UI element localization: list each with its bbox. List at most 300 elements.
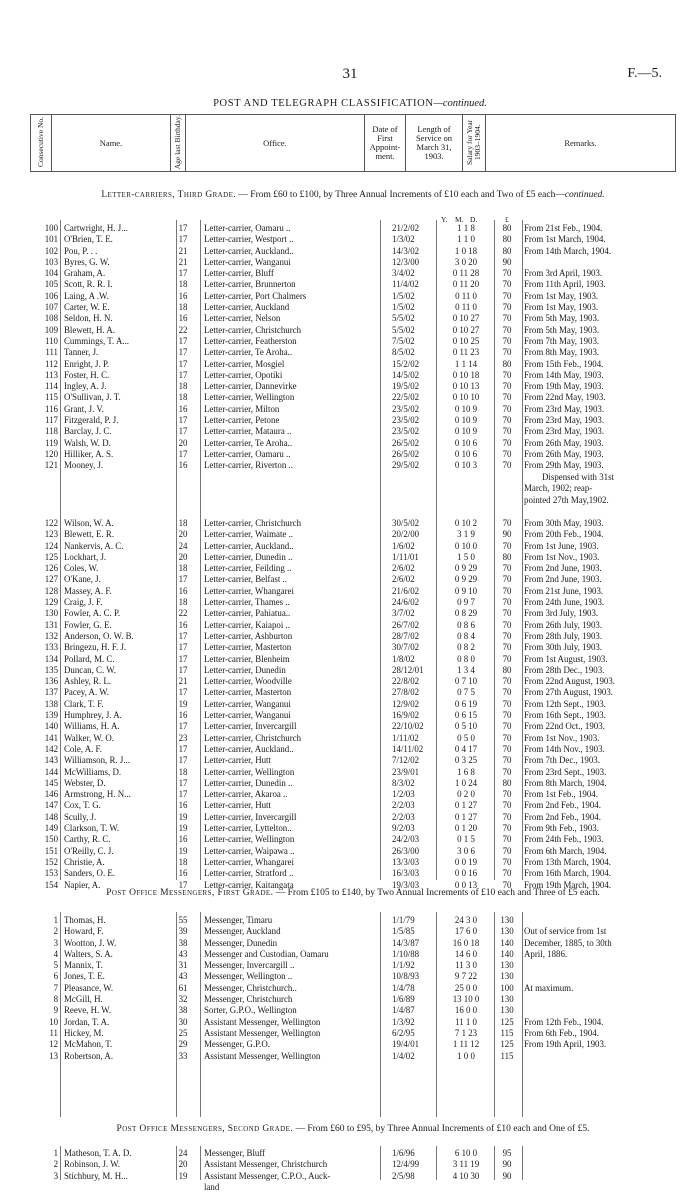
salary: 80 <box>502 234 512 245</box>
appointment-date: 14/11/02 <box>392 743 424 754</box>
service-length: 3 11 19 <box>452 1159 480 1170</box>
age: 16 <box>178 619 188 630</box>
unit-months: M. <box>455 215 464 224</box>
table-row <box>30 834 676 845</box>
note-line: pointed 27th May,1902. <box>524 494 609 505</box>
remarks: From 2nd Feb., 1904. <box>524 800 601 811</box>
salary: 115 <box>500 1027 514 1038</box>
appointment-date: 11/4/02 <box>392 279 419 290</box>
table-row <box>30 586 676 597</box>
appointment-date: 19/3/03 <box>392 879 420 890</box>
age: 25 <box>178 1027 188 1038</box>
office: Letter-carrier, Riverton .. <box>204 460 293 471</box>
service-length: 1 0 0 <box>457 1050 475 1061</box>
age: 38 <box>178 937 188 948</box>
appointment-date: 22/5/02 <box>392 392 420 403</box>
consecutive-no: 103 <box>44 256 58 267</box>
table-row <box>30 1005 676 1016</box>
remarks: From 16th Sept., 1903. <box>524 710 606 721</box>
age: 19 <box>178 1170 188 1181</box>
appointment-date: 2/2/03 <box>392 811 415 822</box>
note-line: March, 1902; reap- <box>524 483 593 494</box>
salary: 80 <box>502 245 512 256</box>
appointment-date: 16/9/02 <box>392 710 420 721</box>
name: O'Brien, T. E. <box>64 234 113 245</box>
name: Cartwright, H. J... <box>64 223 128 233</box>
table-row <box>30 574 676 585</box>
salary: 95 <box>502 1148 512 1158</box>
office: Letter-carrier, Ashburton <box>204 630 293 641</box>
table-row <box>30 336 676 347</box>
consecutive-no: 145 <box>44 777 58 788</box>
age: 30 <box>178 1016 188 1027</box>
age: 16 <box>178 710 188 721</box>
age: 17 <box>178 574 188 585</box>
age: 17 <box>178 347 188 358</box>
service-length: 0 11 23 <box>452 347 480 358</box>
name: McMahon, T. <box>64 1039 113 1050</box>
salary: 70 <box>502 879 512 890</box>
service-length: 0 4 17 <box>454 743 478 754</box>
table-row <box>30 699 676 710</box>
name: Matheson, T. A. D. <box>64 1148 132 1158</box>
consecutive-no: 132 <box>44 630 58 641</box>
appointment-date: 5/5/02 <box>392 313 415 324</box>
appointment-date: 23/5/02 <box>392 403 420 414</box>
remarks: From 19th May, 1903. <box>524 381 604 392</box>
office: Messenger, Bluff <box>204 1148 266 1158</box>
appointment-date: 22/10/02 <box>392 721 424 732</box>
name: Byres, G. W. <box>64 256 110 267</box>
name: Foster, H. C. <box>64 369 110 380</box>
office: Letter-carrier, Te Aroha.. <box>204 347 293 358</box>
service-length: 13 10 0 <box>452 994 480 1005</box>
consecutive-no: 139 <box>44 710 58 721</box>
table-row <box>30 721 676 732</box>
remarks: From 28th Dec., 1903. <box>524 664 605 675</box>
table-row <box>30 268 676 279</box>
consecutive-no: 10 <box>49 1016 58 1027</box>
salary: 70 <box>502 619 512 630</box>
remarks: From 8th March, 1904. <box>524 777 607 788</box>
consecutive-no: 5 <box>53 960 58 971</box>
consecutive-no: 140 <box>44 721 58 732</box>
age: 19 <box>178 845 188 856</box>
appointment-date: 30/5/02 <box>392 518 420 528</box>
appointment-date: 3/4/02 <box>392 268 415 279</box>
name: McGill, H. <box>64 994 103 1005</box>
remarks: From 29th May, 1903. <box>524 460 604 471</box>
service-length: 0 1 5 <box>457 834 475 845</box>
consecutive-no: 6 <box>53 971 58 982</box>
table-row <box>30 1171 676 1182</box>
consecutive-no: 2 <box>53 1159 58 1170</box>
consecutive-no: 104 <box>44 268 58 279</box>
consecutive-no: 9 <box>53 1005 58 1016</box>
name: Barclay, J. C. <box>64 426 112 437</box>
appointment-date: 1/8/02 <box>392 653 415 664</box>
salary: 70 <box>502 540 512 551</box>
service-length: 0 11 20 <box>452 279 480 290</box>
column-rule <box>176 220 177 880</box>
remarks: December, 1885, to 30th <box>524 937 612 948</box>
table-row <box>30 800 676 811</box>
appointment-date: 23/5/02 <box>392 415 420 426</box>
table-row <box>30 246 676 257</box>
office: Letter-carrier, Belfast .. <box>204 574 287 585</box>
page-reference: F.—5. <box>627 66 662 81</box>
salary: 70 <box>502 710 512 721</box>
table-row <box>30 359 676 370</box>
age: 18 <box>178 518 188 528</box>
table-row <box>30 541 676 552</box>
table-row <box>30 710 676 721</box>
table-row <box>30 392 676 403</box>
age: 39 <box>178 926 188 937</box>
name: Sanders, O. E. <box>64 868 116 879</box>
appointment-date: 1/5/02 <box>392 290 415 301</box>
name: Duncan, C. W. <box>64 664 117 675</box>
consecutive-no: 150 <box>44 834 58 845</box>
table-row <box>30 552 676 563</box>
col-age: Age last Birthday. <box>171 115 186 172</box>
table-row <box>30 381 676 392</box>
consecutive-no: 151 <box>44 845 58 856</box>
salary: 80 <box>502 358 512 369</box>
office-continuation: land <box>204 1181 220 1192</box>
age: 22 <box>178 324 188 335</box>
name: Fitzgerald, P. J. <box>64 415 119 426</box>
appointment-date: 1/11/02 <box>392 732 419 743</box>
appointment-date: 12/3/00 <box>392 256 420 267</box>
column-rule <box>522 912 523 1117</box>
age: 22 <box>178 608 188 619</box>
salary: 70 <box>502 755 512 766</box>
remarks: From 1st Nov., 1903. <box>524 551 600 562</box>
appointment-date: 1/6/96 <box>392 1148 415 1158</box>
table-row <box>30 608 676 619</box>
col-office: Office. <box>186 115 365 172</box>
office: Letter-carrier, Brunnerton <box>204 279 296 290</box>
service-length: 25 0 0 <box>454 982 478 993</box>
consecutive-no: 131 <box>44 619 58 630</box>
column-rule <box>380 220 381 880</box>
salary: 70 <box>502 868 512 879</box>
office: Sorter, G.P.O., Wellington <box>204 1005 297 1016</box>
office: Letter-carrier, Christchurch <box>204 518 302 528</box>
unit-days: D. <box>470 215 478 224</box>
consecutive-no: 134 <box>44 653 58 664</box>
remarks: From 23rd May, 1903. <box>524 415 605 426</box>
office: Letter-carrier, Christchurch <box>204 732 302 743</box>
name: Seldon, H. N. <box>64 313 113 324</box>
table-row <box>30 676 676 687</box>
remarks: From 26th May, 1903. <box>524 437 604 448</box>
appointment-date: 3/7/02 <box>392 608 415 619</box>
salary: 70 <box>502 347 512 358</box>
name: Webster, D. <box>64 777 106 788</box>
col-length: Length of Service on March 31, 1903. <box>406 115 463 172</box>
office: Assistant Messenger, C.P.O., Auck- <box>204 1170 331 1181</box>
name: Craig, J. F. <box>64 597 103 608</box>
appointment-date: 14/3/87 <box>392 937 420 948</box>
office: Letter-carrier, Kaiapoi .. <box>204 619 290 630</box>
office: Letter-carrier, Hutt <box>204 800 271 811</box>
salary: 70 <box>502 743 512 754</box>
table-row <box>30 563 676 574</box>
table-row <box>30 234 676 245</box>
age: 16 <box>178 868 188 879</box>
service-length: 0 8 29 <box>454 608 478 619</box>
service-length: 0 10 10 <box>452 392 480 403</box>
remarks: From 1st August, 1903. <box>524 653 608 664</box>
name: Carter, W. E. <box>64 302 110 313</box>
name: Massey, A. F. <box>64 585 112 596</box>
service-length: 0 0 19 <box>454 856 478 867</box>
remarks: From 14th March, 1904. <box>524 245 612 256</box>
column-rule <box>60 912 61 1117</box>
appointment-date: 26/3/00 <box>392 845 420 856</box>
age: 17 <box>178 448 188 459</box>
service-length: 7 1 23 <box>454 1027 478 1038</box>
office: Letter-carrier, Opotiki <box>204 369 283 380</box>
appointment-date: 9/2/03 <box>392 823 415 834</box>
service-length: 0 0 16 <box>454 868 478 879</box>
service-length: 1 1 0 <box>457 234 475 245</box>
consecutive-no: 110 <box>45 335 58 346</box>
appointment-date: 1/4/02 <box>392 1050 415 1061</box>
salary: 70 <box>502 518 512 528</box>
age: 17 <box>178 415 188 426</box>
salary: 90 <box>502 529 512 540</box>
appointment-date: 1/11/01 <box>392 551 419 562</box>
table-row <box>30 460 676 471</box>
age: 21 <box>178 256 188 267</box>
consecutive-no: 130 <box>44 608 58 619</box>
appointment-date: 14/5/02 <box>392 369 420 380</box>
salary: 90 <box>502 1170 512 1181</box>
office: Letter-carrier, Waimate .. <box>204 529 294 540</box>
name: Cummings, T. A... <box>64 335 130 346</box>
age: 43 <box>178 948 188 959</box>
table-row <box>30 1017 676 1028</box>
age: 18 <box>178 279 188 290</box>
remarks: From 2nd Feb., 1904. <box>524 811 601 822</box>
remarks: From 19th April, 1903. <box>524 1039 607 1050</box>
remarks: From 11th April, 1903. <box>524 279 606 290</box>
age: 17 <box>178 664 188 675</box>
remarks: From 30th May, 1903. <box>524 518 604 528</box>
salary: 70 <box>502 460 512 471</box>
service-length: 0 10 25 <box>452 335 480 346</box>
appointment-date: 16/3/03 <box>392 868 420 879</box>
service-length: 0 10 18 <box>452 369 480 380</box>
salary: 70 <box>502 630 512 641</box>
service-length: 0 10 13 <box>452 381 480 392</box>
table-row <box>30 597 676 608</box>
remarks: From 1st March, 1904. <box>524 234 606 245</box>
name: Hilliker, A. S. <box>64 448 114 459</box>
table-row <box>30 642 676 653</box>
service-length: 0 1 27 <box>454 811 478 822</box>
service-length: 1 5 0 <box>457 551 475 562</box>
appointment-date: 1/4/78 <box>392 982 415 993</box>
appointment-date: 2/6/02 <box>392 563 415 574</box>
salary: 80 <box>502 551 512 562</box>
office: Letter-carrier, Bluff <box>204 268 274 279</box>
remarks: From 6th Feb., 1904. <box>524 1027 599 1038</box>
name: Wilson, W. A. <box>64 518 114 528</box>
consecutive-no: 124 <box>44 540 58 551</box>
name: Pacey, A. W. <box>64 687 110 698</box>
office: Messenger, Christchurch <box>204 994 293 1005</box>
office: Letter-carrier, Auckland.. <box>204 743 294 754</box>
remarks: From 30th July, 1903. <box>524 642 603 653</box>
salary: 70 <box>502 335 512 346</box>
table-row <box>30 223 676 234</box>
service-length: 0 9 29 <box>454 563 478 574</box>
consecutive-no: 8 <box>53 994 58 1005</box>
office: Letter-carrier, Milton <box>204 403 280 414</box>
remarks: From 21st Feb., 1904. <box>524 223 603 233</box>
salary: 125 <box>500 1016 514 1027</box>
office: Letter-carrier, Wanganui <box>204 256 291 267</box>
salary: 70 <box>502 653 512 664</box>
service-length: 1 3 4 <box>457 664 475 675</box>
unit-years: Y. <box>441 215 448 224</box>
column-rule <box>436 912 437 1117</box>
consecutive-no: 135 <box>44 664 58 675</box>
office: Letter-carrier, Petone <box>204 415 280 426</box>
name: Anderson, O. W. B. <box>64 630 134 641</box>
page-number: 31 <box>342 66 358 82</box>
remarks: From 24th June, 1903. <box>524 597 605 608</box>
office: Letter-carrier, Dannevirke <box>204 381 297 392</box>
remarks: From 6th March, 1904. <box>524 845 607 856</box>
column-rule <box>436 1146 437 1180</box>
name: Cox, T. G. <box>64 800 101 811</box>
salary: 70 <box>502 789 512 800</box>
name: Williams, H. A. <box>64 721 120 732</box>
column-rule <box>200 220 201 880</box>
appointment-date: 22/8/02 <box>392 676 420 687</box>
salary: 70 <box>502 845 512 856</box>
page-title <box>0 98 700 109</box>
age: 32 <box>178 994 188 1005</box>
age: 19 <box>178 823 188 834</box>
remarks: From 13th March, 1904. <box>524 856 612 867</box>
remarks: From 1st May, 1903. <box>524 290 599 301</box>
table-row <box>30 291 676 302</box>
age: 17 <box>178 755 188 766</box>
office: Letter-carrier, Mosgiel <box>204 358 285 369</box>
service-length: 0 9 10 <box>454 585 478 596</box>
remarks: From 3rd July, 1903. <box>524 608 599 619</box>
service-length: 0 6 19 <box>454 698 478 709</box>
table-row-continuation <box>30 1182 676 1193</box>
name: Lockhart, J. <box>64 551 107 562</box>
office: Letter-carrier, Hutt <box>204 755 271 766</box>
remarks: From 14th May, 1903. <box>524 369 604 380</box>
name: Mannix, T. <box>64 960 103 971</box>
consecutive-no: 126 <box>44 563 58 574</box>
service-length: 0 3 25 <box>454 755 478 766</box>
appointment-date: 12/9/02 <box>392 698 420 709</box>
appointment-date: 1/6/89 <box>392 994 415 1005</box>
service-length: 0 1 27 <box>454 800 478 811</box>
column-rule <box>494 1146 495 1180</box>
age: 38 <box>178 1005 188 1016</box>
consecutive-no: 101 <box>44 234 58 245</box>
table-row <box>30 325 676 336</box>
service-length: 1 6 8 <box>457 766 475 777</box>
remarks: From 23rd Sept., 1903. <box>524 766 607 777</box>
consecutive-no: 121 <box>44 460 58 471</box>
consecutive-no: 108 <box>44 313 58 324</box>
name: Ingley, A. J. <box>64 381 107 392</box>
appointment-date: 2/6/02 <box>392 574 415 585</box>
table-row <box>30 949 676 960</box>
office: Letter-carrier, Masterton <box>204 642 292 653</box>
service-length: 0 7 10 <box>454 676 478 687</box>
remarks: From 16th March, 1904. <box>524 868 612 879</box>
name: Scott, R. R. I. <box>64 279 113 290</box>
remarks: From 1st Nov., 1903. <box>524 732 600 743</box>
remarks: From 19th March, 1904. <box>524 879 612 890</box>
office: Messenger, Christchurch.. <box>204 982 297 993</box>
salary: 130 <box>500 971 514 982</box>
office: Letter-carrier, Woodville <box>204 676 292 687</box>
reappointment-note <box>30 472 676 506</box>
table-row <box>30 812 676 823</box>
office: Letter-carrier, Auckland.. <box>204 540 294 551</box>
consecutive-no: 114 <box>45 381 58 392</box>
consecutive-no: 153 <box>44 868 58 879</box>
office: Letter-carrier, Wellington <box>204 834 295 845</box>
consecutive-no: 149 <box>44 823 58 834</box>
name: Williamson, R. J... <box>64 755 130 766</box>
consecutive-no: 137 <box>44 687 58 698</box>
consecutive-no: 116 <box>45 403 58 414</box>
consecutive-no: 7 <box>53 982 58 993</box>
office: Messenger, Dunedin <box>204 937 278 948</box>
salary: 70 <box>502 448 512 459</box>
note-line: Dispensed with 31st <box>542 472 614 482</box>
consecutive-no: 1 <box>53 1148 58 1158</box>
name: Wootton, J. W. <box>64 937 117 948</box>
column-rule <box>494 912 495 1117</box>
service-length: 0 9 7 <box>457 597 475 608</box>
service-length: 0 8 0 <box>457 653 475 664</box>
age: 16 <box>178 290 188 301</box>
age: 20 <box>178 437 188 448</box>
table-row <box>30 415 676 426</box>
appointment-date: 15/2/02 <box>392 358 420 369</box>
name: Napier, A. <box>64 879 101 890</box>
consecutive-no: 148 <box>44 811 58 822</box>
name: Laing, A .W. <box>64 290 109 301</box>
column-header-table <box>30 114 676 172</box>
salary: 70 <box>502 268 512 279</box>
table-row <box>30 983 676 994</box>
column-rule <box>522 220 523 880</box>
salary: 70 <box>502 313 512 324</box>
remarks: From 2nd June, 1903. <box>524 574 602 585</box>
appointment-date: 2/2/03 <box>392 800 415 811</box>
service-length: 0 10 9 <box>454 426 478 437</box>
service-length: 0 8 4 <box>457 630 475 641</box>
column-rule <box>380 1146 381 1180</box>
